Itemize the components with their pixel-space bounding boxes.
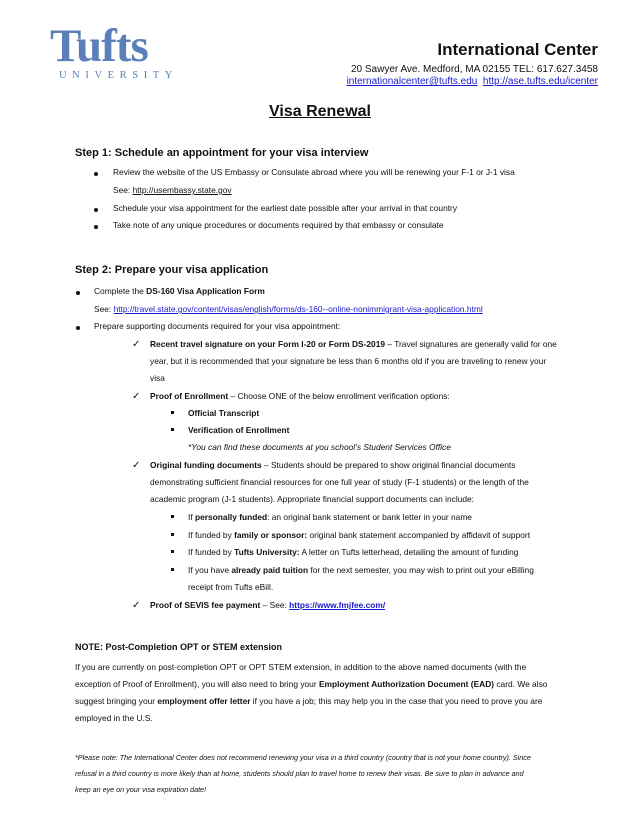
fmjfee-link[interactable]: https://www.fmjfee.com/ (289, 600, 386, 610)
office-header (347, 40, 598, 88)
option-verification: Verification of Enrollment (188, 425, 290, 435)
logo-wordmark: Tufts (50, 20, 148, 72)
check-line: demonstrating sufficient financial resources for one full year of study (F-1 students) or the length of the (150, 477, 529, 487)
usembassy-link[interactable]: http://usembassy.state.gov (132, 185, 232, 195)
page-title: Visa Renewal (269, 103, 371, 120)
logo-subtitle: UNIVERSITY (59, 70, 178, 81)
check-proof-enrollment (150, 391, 450, 402)
bullet-dot (76, 326, 80, 330)
step1-item-1: Review the website of the US Embassy or Consulate abroad where you will be renewing your F-1 or J-1 visa (113, 167, 515, 177)
note-line: If you are currently on post-completion OPT or OPT STEM extension, in addition to the above named documents (with the (75, 662, 527, 672)
step2-item-1 (94, 286, 265, 297)
bullet-dot (94, 172, 98, 176)
bold-text: Proof of SEVIS fee payment (150, 600, 261, 610)
funding-option-line: receipt from Tufts eBill. (188, 582, 274, 592)
bold-text: personally funded (194, 512, 268, 522)
text: for the next semester, you may wish to print out your eBilling (308, 565, 534, 575)
funding-option (188, 565, 534, 576)
footnote-line: *Please note: The International Center does not recommend renewing your visa in a third country (country that is not your home country). Since (75, 753, 531, 762)
checkmark-icon: ✓ (132, 339, 141, 350)
step1-item-3: Take note of any unique procedures or documents required by that embassy or consulate (113, 220, 444, 230)
text: A letter on Tufts letterhead, detailing the amount of funding (299, 547, 519, 557)
step1-item-2: Schedule your visa appointment for the earliest date possible after your arrival in that country (113, 203, 458, 213)
text: card. We also (494, 679, 548, 689)
note-line (75, 696, 542, 707)
square-bullet (171, 411, 174, 414)
text: – Students should be prepared to show original financial documents (261, 460, 516, 470)
text: : an original bank statement or bank letter in your name (267, 512, 472, 522)
text: Complete the (94, 286, 147, 296)
text: suggest bringing your (75, 696, 158, 706)
footnote-line: keep an eye on your visa expiration date! (75, 785, 207, 794)
funding-option (188, 530, 530, 541)
bold-text: employment offer letter (157, 696, 251, 706)
text: If you have (188, 565, 232, 575)
step2-heading: Step 2: Prepare your visa application (75, 264, 269, 276)
check-line: year, but it is recommended that your signature be less than 6 months old if you are traveling to renew your (150, 356, 547, 366)
bullet-dot (76, 291, 80, 295)
square-bullet (171, 533, 174, 536)
text: If funded by (188, 530, 235, 540)
text: – Choose ONE of the below enrollment verification options: (228, 391, 450, 401)
text: if you have a job; this may help you in the case that you need to prove you are (250, 696, 543, 706)
ds160-link[interactable]: http://travel.state.gov/content/visas/english/forms/ds-160--online-nonimmigrant-visa-application.html (113, 304, 483, 314)
bold-text: Recent travel signature on your Form I-20 or Form DS-2019 (150, 339, 386, 349)
bold-text: Proof of Enrollment (150, 391, 229, 401)
square-bullet (171, 568, 174, 571)
option-transcript: Official Transcript (188, 408, 260, 418)
footnote-line: refusal in a third country is more likely than at home, students should plan to travel home to renew their visas. Be sure to plan in advance and (75, 769, 524, 778)
bold-text: Original funding documents (150, 460, 262, 470)
bullet-dot (94, 225, 98, 229)
tufts-logo (50, 20, 185, 81)
square-bullet (171, 428, 174, 431)
note-heading: NOTE: Post-Completion OPT or STEM extension (75, 642, 283, 652)
check-line: visa (150, 373, 165, 383)
note-line: employed in the U.S. (75, 713, 153, 723)
see-label: See: (113, 185, 133, 195)
office-address: 20 Sawyer Ave. Medford, MA 02155 TEL: 617.627.3458 (350, 64, 598, 75)
funding-option (188, 512, 472, 523)
check-travel-signature (150, 339, 557, 350)
checkmark-icon: ✓ (132, 600, 141, 611)
ds160-label: DS-160 Visa Application Form (146, 286, 265, 296)
text: – See: (260, 600, 290, 610)
bold-text: already paid tuition (231, 565, 309, 575)
bold-text: Employment Authorization Document (EAD) (318, 679, 495, 689)
bold-text: family or sponsor: (234, 530, 308, 540)
text: If funded by (188, 547, 235, 557)
checkmark-icon: ✓ (132, 460, 141, 471)
step1-heading: Step 1: Schedule an appointment for your visa interview (75, 147, 369, 159)
step1-item-1-see (113, 185, 232, 196)
funding-option (188, 547, 518, 558)
text: exception of Proof of Enrollment), you will also need to bring your (75, 679, 319, 689)
square-bullet (171, 550, 174, 553)
enrollment-note: *You can find these documents at you school’s Student Services Office (188, 442, 451, 452)
check-sevis (150, 600, 385, 611)
bullet-dot (94, 208, 98, 212)
step2-item-2: Prepare supporting documents required for your visa appointment: (94, 321, 341, 331)
bold-text: Tufts University: (234, 547, 300, 557)
checkmark-icon: ✓ (132, 391, 141, 402)
see-label: See: (94, 304, 114, 314)
check-line: academic program (J-1 students). Appropriate financial support documents can include: (150, 494, 475, 504)
office-contact (347, 76, 598, 88)
website-link[interactable]: http://ase.tufts.edu/icenter (482, 76, 598, 87)
step2-item-1-see (94, 304, 483, 315)
text: original bank statement accompanied by affidavit of support (307, 530, 531, 540)
email-link[interactable]: internationalcenter@tufts.edu (346, 76, 478, 87)
text: If (188, 512, 195, 522)
text: – Travel signatures are generally valid for one (385, 339, 557, 349)
note-line (75, 679, 547, 690)
check-funding (150, 460, 515, 471)
square-bullet (171, 515, 174, 518)
office-title: International Center (437, 40, 598, 59)
